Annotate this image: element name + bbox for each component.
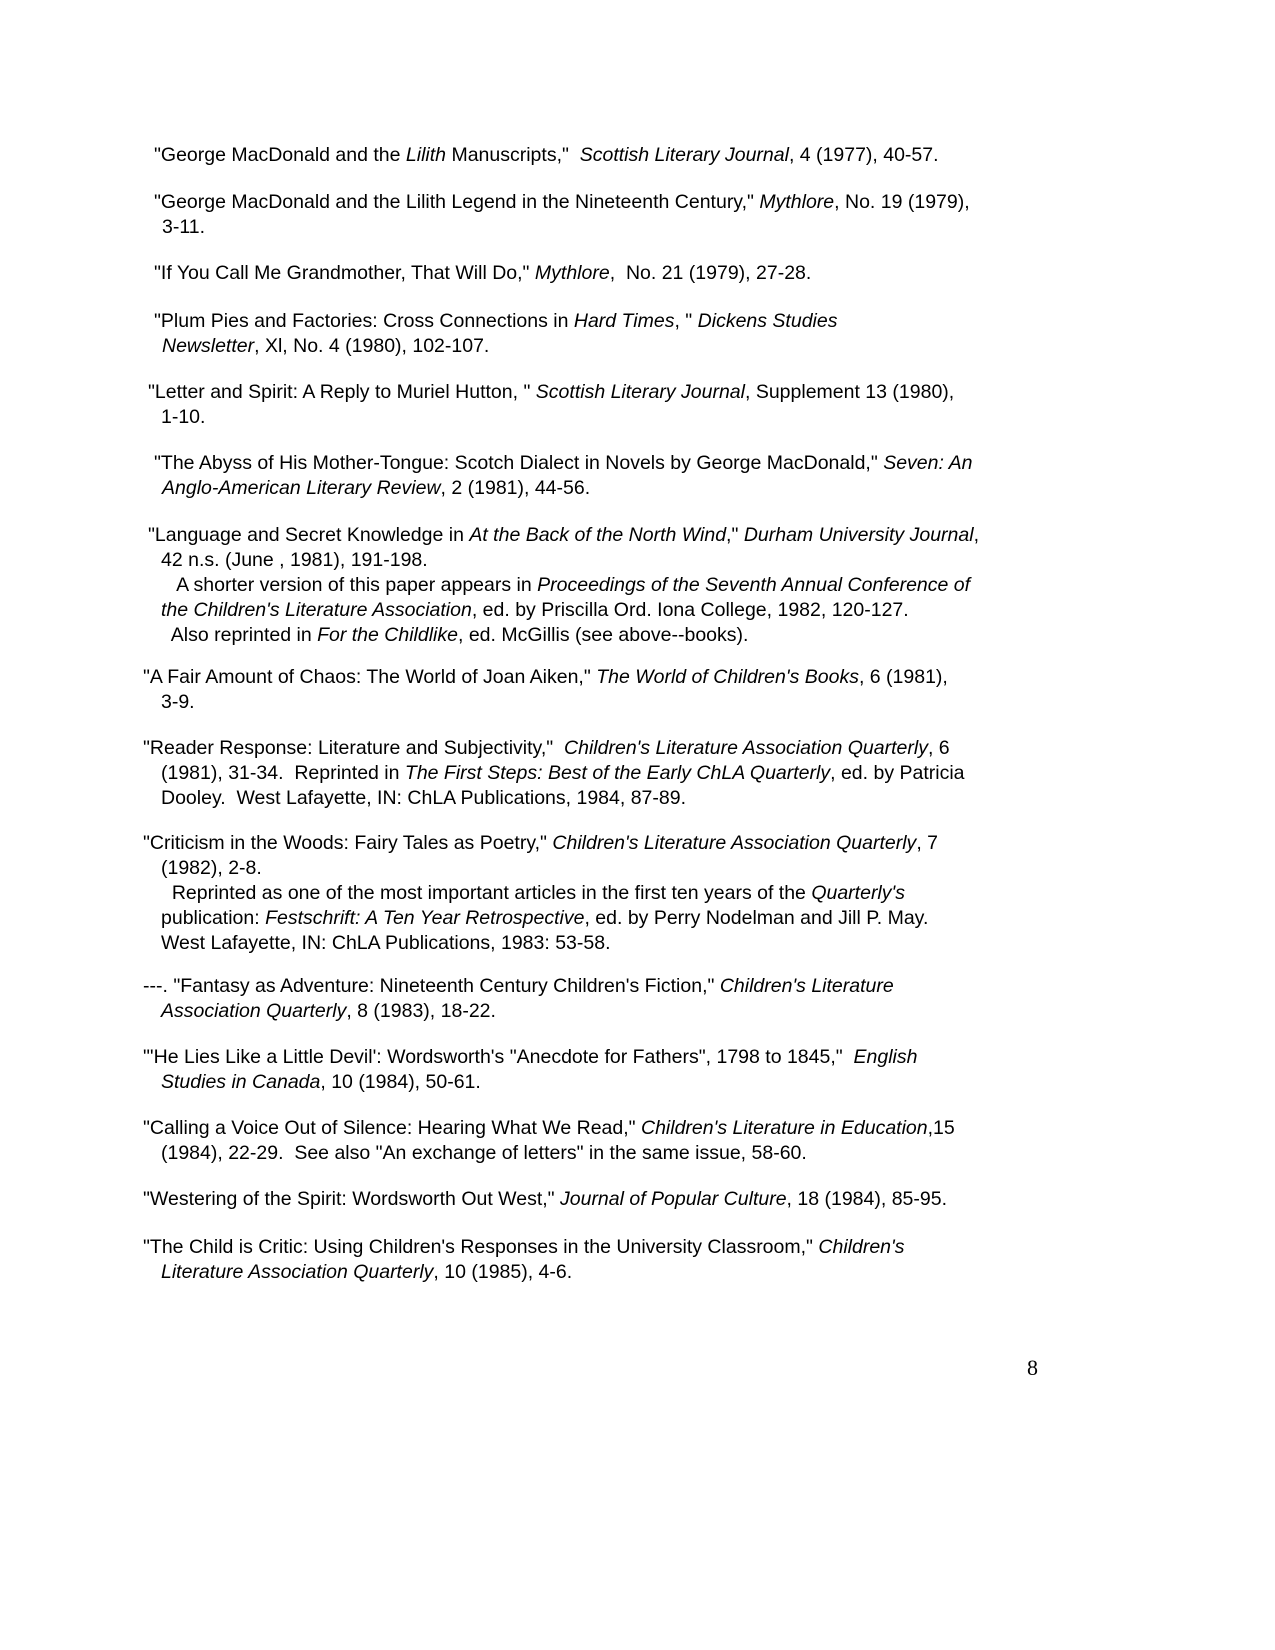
italic-title: Children's Literature Association Quarterly xyxy=(552,832,917,854)
bibliography-entry xyxy=(154,143,1054,168)
entry-line xyxy=(143,881,1043,906)
italic-title: the Children's Literature Association xyxy=(161,599,472,621)
italic-title: Quarterly's xyxy=(811,882,905,904)
entry-text: 3-9. xyxy=(161,691,195,713)
italic-title: Proceedings of the Seventh Annual Conference of xyxy=(537,574,971,596)
bibliography-entry xyxy=(143,1187,1043,1212)
entry-line xyxy=(143,786,1043,811)
entry-line xyxy=(148,523,1048,548)
entry-line xyxy=(143,974,1043,999)
entry-line xyxy=(143,665,1043,690)
entry-line xyxy=(154,451,1054,476)
entry-text: "Criticism in the Woods: Fairy Tales as Poetry," xyxy=(143,832,553,854)
entry-line xyxy=(143,1235,1043,1260)
entry-text: West Lafayette, IN: ChLA Publications, 1983: 53-58. xyxy=(161,932,611,954)
italic-title: Festschrift: A Ten Year Retrospective xyxy=(265,907,585,929)
entry-line xyxy=(143,906,1043,931)
entry-text: , 4 (1977), 40-57. xyxy=(788,144,939,166)
italic-title: Lilith xyxy=(405,144,447,166)
bibliography-entry xyxy=(143,1116,1043,1166)
entry-line xyxy=(148,380,1048,405)
italic-title: Children's Literature Association Quarterly xyxy=(564,737,928,759)
bibliography-entry xyxy=(143,736,1043,811)
entry-text: , 2 (1981), 44-56. xyxy=(440,477,591,499)
page-number: 8 xyxy=(1027,1355,1038,1380)
entry-line xyxy=(143,999,1043,1024)
entry-line xyxy=(143,831,1043,856)
entry-text: , xyxy=(973,524,979,546)
entry-text: , 10 (1984), 50-61. xyxy=(320,1071,481,1093)
entry-line xyxy=(148,623,1048,648)
italic-title: The World of Children's Books xyxy=(596,666,859,688)
entry-line xyxy=(143,690,1043,715)
entry-text: , " xyxy=(674,310,698,332)
entry-text: , Supplement 13 (1980), xyxy=(744,381,955,403)
entry-line xyxy=(154,215,1054,240)
entry-line xyxy=(154,309,1054,334)
entry-text: publication: xyxy=(161,907,266,929)
entry-line xyxy=(143,1045,1043,1070)
entry-text: "George MacDonald and the xyxy=(154,144,406,166)
italic-title: Children's Literature in Education xyxy=(640,1117,928,1139)
entry-line xyxy=(148,548,1048,573)
entry-text: "A Fair Amount of Chaos: The World of Joan Aiken," xyxy=(143,666,597,688)
entry-text: 3-11. xyxy=(162,216,205,238)
bibliography-entry xyxy=(148,523,1048,648)
italic-title: Scottish Literary Journal xyxy=(535,381,745,403)
entry-line xyxy=(143,1260,1043,1285)
italic-title: The First Steps: Best of the Early ChLA Quarterly xyxy=(404,762,831,784)
entry-text: ,15 xyxy=(927,1117,955,1139)
entry-line xyxy=(154,261,1054,286)
entry-text: "'He Lies Like a Little Devil': Wordsworth's "Anecdote for Fathers", 1798 to 1845," xyxy=(143,1046,854,1068)
entry-line xyxy=(143,1141,1043,1166)
entry-line xyxy=(148,573,1048,598)
entry-line xyxy=(154,143,1054,168)
entry-text: "Language and Secret Knowledge in xyxy=(148,524,470,546)
italic-title: Studies in Canada xyxy=(161,1071,321,1093)
entry-text: , 7 xyxy=(916,832,938,854)
italic-title: For the Childlike xyxy=(317,624,458,646)
italic-title: Seven: An xyxy=(883,452,973,474)
italic-title: Scottish Literary Journal xyxy=(579,144,789,166)
entry-text: 42 n.s. (June , 1981), 191-198. xyxy=(161,549,428,571)
entry-line xyxy=(143,931,1043,956)
entry-text: "George MacDonald and the Lilith Legend in the Nineteenth Century," xyxy=(154,191,760,213)
entry-text: Also reprinted in xyxy=(161,624,318,646)
bibliography-entry xyxy=(143,1235,1043,1285)
entry-line xyxy=(154,476,1054,501)
entry-text: (1981), 31-34. Reprinted in xyxy=(161,762,405,784)
entry-line xyxy=(154,190,1054,215)
entry-line xyxy=(143,1116,1043,1141)
entry-text: Dooley. West Lafayette, IN: ChLA Publications, 1984, 87-89. xyxy=(161,787,686,809)
entry-text: "The Abyss of His Mother-Tongue: Scotch Dialect in Novels by George MacDonald," xyxy=(154,452,884,474)
bibliography-entry xyxy=(154,190,1054,240)
entry-text: ," xyxy=(726,524,744,546)
bibliography-entry xyxy=(154,451,1054,501)
entry-text: "The Child is Critic: Using Children's Responses in the University Classroom," xyxy=(143,1236,819,1258)
entry-text: , ed. McGillis (see above--books). xyxy=(457,624,749,646)
entry-text: "Calling a Voice Out of Silence: Hearing What We Read," xyxy=(143,1117,641,1139)
entry-text: , No. 21 (1979), 27-28. xyxy=(609,262,812,284)
italic-title: Mythlore xyxy=(759,191,835,213)
entry-text: , 6 xyxy=(927,737,950,759)
italic-title: Hard Times xyxy=(573,310,675,332)
entry-text: "Westering of the Spirit: Wordsworth Out West," xyxy=(143,1188,560,1210)
italic-title: Mythlore xyxy=(534,262,610,284)
entry-line xyxy=(148,598,1048,623)
bibliography-entry xyxy=(154,261,1054,286)
entry-text: , 6 (1981), xyxy=(858,666,948,688)
italic-title: Anglo-American Literary Review xyxy=(162,477,441,499)
bibliography-entry xyxy=(148,380,1048,430)
entry-text: "Plum Pies and Factories: Cross Connections in xyxy=(154,310,574,332)
entry-text: , ed. by Perry Nodelman and Jill P. May. xyxy=(584,907,929,929)
entry-text: , ed. by Priscilla Ord. Iona College, 1982, 120-127. xyxy=(471,599,909,621)
entry-text: , 10 (1985), 4-6. xyxy=(433,1261,573,1283)
entry-text: , No. 19 (1979), xyxy=(834,191,970,213)
entry-line xyxy=(143,856,1043,881)
bibliography-entry xyxy=(143,974,1043,1024)
bibliography-entry xyxy=(143,831,1043,956)
italic-title: Association Quarterly xyxy=(161,1000,347,1022)
italic-title: English xyxy=(853,1046,918,1068)
italic-title: Children's xyxy=(818,1236,905,1258)
entry-text: , ed. by Patricia xyxy=(830,762,965,784)
entry-text: 1-10. xyxy=(161,406,206,428)
entry-text: , Xl, No. 4 (1980), 102-107. xyxy=(254,335,490,357)
italic-title: Dickens Studies xyxy=(697,310,838,332)
italic-title: At the Back of the North Wind xyxy=(469,524,727,546)
entry-text: ---. "Fantasy as Adventure: Nineteenth Century Children's Fiction," xyxy=(143,975,720,997)
bibliography-entry xyxy=(143,1045,1043,1095)
bibliography-entry xyxy=(143,665,1043,715)
entry-text: , 8 (1983), 18-22. xyxy=(346,1000,496,1022)
entry-line xyxy=(148,405,1048,430)
italic-title: Newsletter xyxy=(162,335,255,357)
italic-title: Durham University Journal xyxy=(743,524,974,546)
entry-text: (1984), 22-29. See also "An exchange of letters" in the same issue, 58-60. xyxy=(161,1142,807,1164)
entry-line xyxy=(143,761,1043,786)
entry-text: Reprinted as one of the most important articles in the first ten years of the xyxy=(161,882,812,904)
entry-text: "If You Call Me Grandmother, That Will Do," xyxy=(154,262,535,284)
entry-text: , 18 (1984), 85-95. xyxy=(786,1188,947,1210)
entry-line xyxy=(143,1187,1043,1212)
bibliography-entry xyxy=(154,309,1054,359)
entry-text: A shorter version of this paper appears in xyxy=(161,574,538,596)
entry-line xyxy=(143,736,1043,761)
entry-line xyxy=(154,334,1054,359)
italic-title: Children's Literature xyxy=(719,975,894,997)
entry-text: "Letter and Spirit: A Reply to Muriel Hutton, " xyxy=(148,381,536,403)
entry-text: "Reader Response: Literature and Subjectivity," xyxy=(143,737,565,759)
entry-text: Manuscripts," xyxy=(446,144,580,166)
entry-text: (1982), 2-8. xyxy=(161,857,262,879)
italic-title: Literature Association Quarterly xyxy=(161,1261,434,1283)
entry-line xyxy=(143,1070,1043,1095)
italic-title: Journal of Popular Culture xyxy=(560,1188,787,1210)
